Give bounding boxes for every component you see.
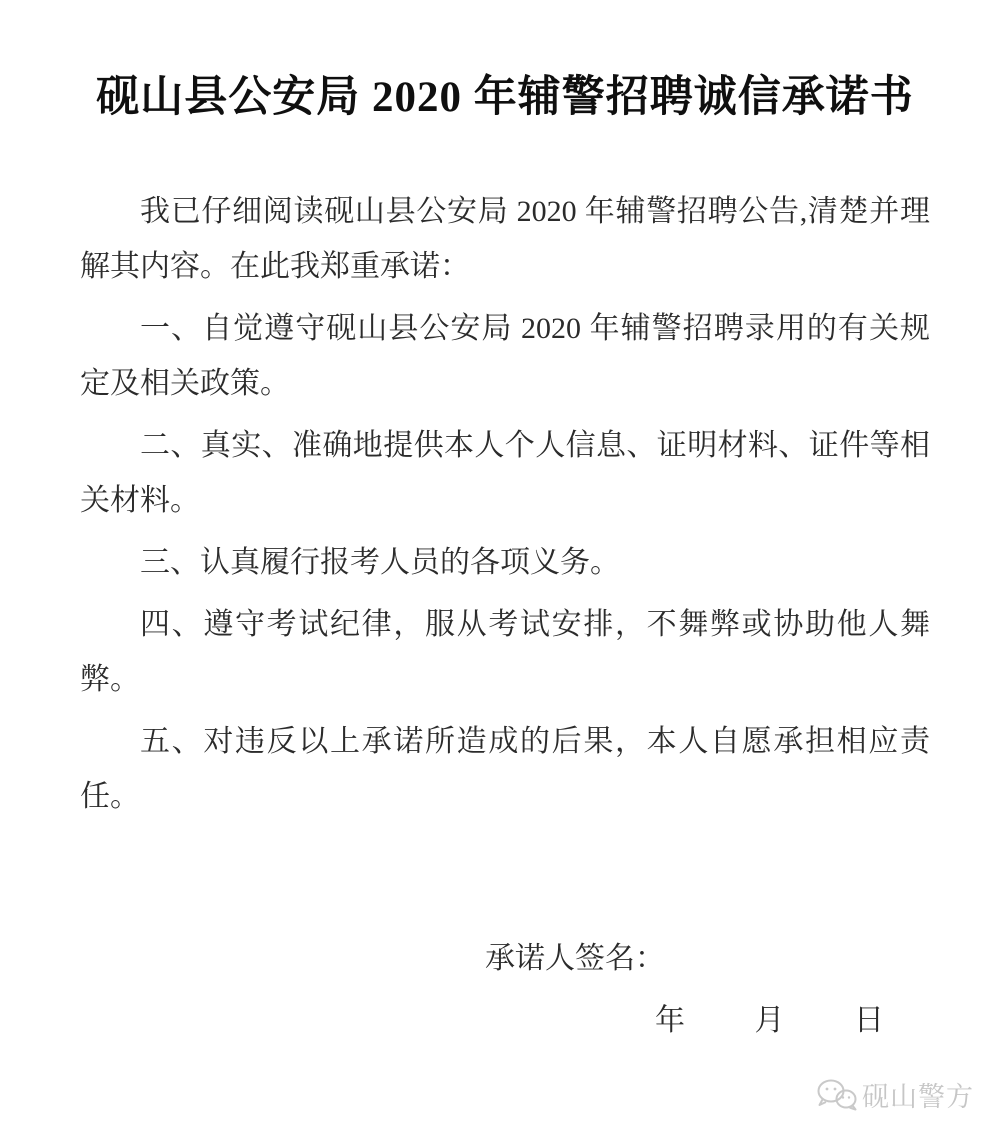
date-day-label: 日 [854, 1003, 884, 1037]
watermark [816, 1075, 974, 1114]
signature-date-line [655, 1001, 930, 1041]
commitment-item-2: 二、真实、准确地提供本人个人信息、证明材料、证件等相关材料。 [80, 428, 930, 517]
signature-label: 承诺人签名： [485, 941, 665, 975]
date-month-label: 月 [754, 1003, 785, 1037]
date-year-label: 年 [655, 1003, 685, 1037]
commitment-item-1: 一、自觉遵守砚山县公安局 2020 年辅警招聘录用的有关规定及相关政策。 [80, 311, 930, 400]
watermark-text: 砚山警方 [862, 1082, 974, 1112]
wechat-icon [816, 1078, 858, 1112]
commitment-item-5: 五、对违反以上承诺所造成的后果，本人自愿承担相应责任。 [80, 724, 930, 813]
signature-block [80, 939, 930, 1041]
commitment-item-4: 四、遵守考试纪律，服从考试安排，不舞弊或协助他人舞弊。 [80, 607, 930, 696]
intro-paragraph: 我已仔细阅读砚山县公安局 2020 年辅警招聘公告,清楚并理解其内容。在此我郑重承诺： [80, 194, 930, 283]
commitment-item-3: 三、认真履行报考人员的各项义务。 [140, 545, 620, 579]
document-body [80, 184, 930, 824]
page-title: 砚山县公安局 2020 年辅警招聘诚信承诺书 [96, 74, 914, 121]
